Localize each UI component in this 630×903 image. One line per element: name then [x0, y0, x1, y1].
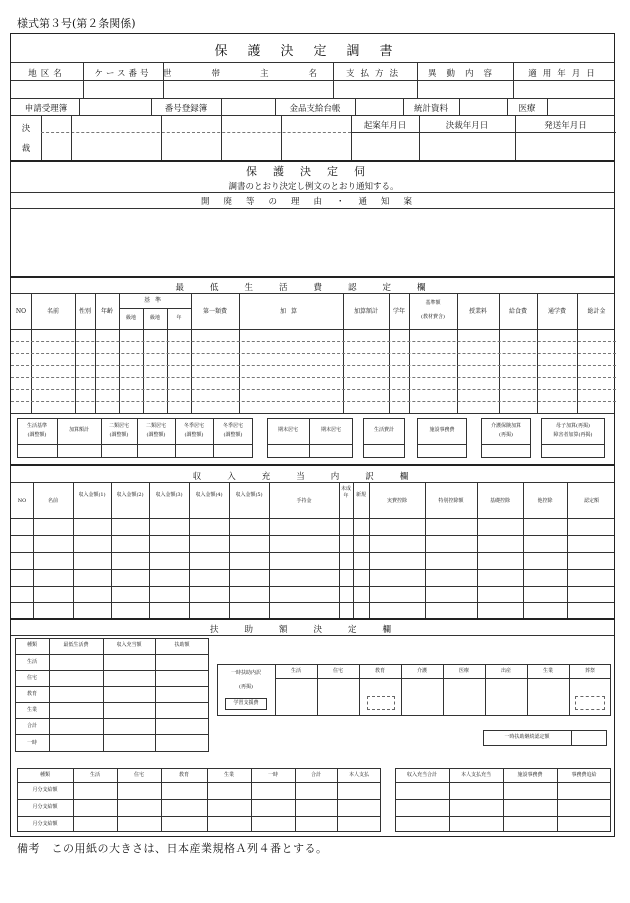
ml-school-year: 学年 [392, 308, 405, 315]
assist-head-type: 種類 [26, 642, 37, 648]
inc-minor: 未成年 [340, 486, 351, 499]
ml-no: NO [15, 308, 27, 315]
inc-income5: 収入金額(5) [235, 492, 263, 498]
approval-label-top: 決 [21, 124, 31, 134]
temp-cat-occupation: 生業 [542, 668, 553, 674]
assist-row-living: 生活 [26, 659, 37, 665]
summary-winter-facility: 冬季居宅 [222, 423, 243, 429]
assist-row-total: 合計 [26, 723, 37, 729]
ml-standard-amount: 基準額 [425, 300, 441, 306]
monthly-right-self-pay: 本人支払充当 [460, 772, 491, 778]
assistance-title: 扶助額決定欄 [209, 625, 417, 635]
decision-notice-text: 調書のとおり決定し例文のとおり通知する。 [228, 182, 399, 192]
monthly-head-self-pay: 本人支払 [348, 772, 369, 778]
reason-title: 開廃等の理由・通知案 [200, 197, 426, 207]
effective-date-label: 適用年月日 [528, 69, 601, 79]
continuation-label: 一時扶助継続認定額 [504, 734, 550, 740]
approval-label-bottom: 裁 [21, 144, 31, 154]
summary-adjusted-1: (調整額) [27, 432, 47, 438]
inc-basic-deduction: 基礎控除 [489, 498, 510, 504]
ml-age: 年齢 [100, 308, 113, 315]
ml-sex: 性別 [78, 308, 91, 315]
inc-income2: 収入金額(2) [116, 492, 144, 498]
medical-label: 医療 [518, 104, 536, 114]
temp-cat-living: 生活 [290, 668, 301, 674]
monthly-row-2: 月分支給額 [32, 804, 58, 810]
monthly-row-3: 月分支給額 [32, 821, 58, 827]
summary-single-parent: 母子加算(再掲) [556, 423, 590, 429]
ml-addition-total: 加算額計 [353, 308, 378, 315]
decision-notice-title: 保護決定伺 [246, 165, 381, 178]
monthly-head-housing: 住宅 [133, 772, 144, 778]
monthly-head-living: 生活 [89, 772, 100, 778]
ml-place: 級地 [149, 315, 160, 321]
inc-name: 名前 [47, 498, 58, 504]
income-title: 収入充当内訳欄 [192, 472, 435, 482]
ml-materials: (教材費含) [421, 314, 445, 320]
district-label: 地区名 [28, 69, 66, 79]
ml-standard: 基準 [143, 297, 166, 304]
temp-funeral-dashed [575, 696, 605, 710]
monthly-right-extra: 事務費追給 [571, 772, 597, 778]
monthly-head-total: 合計 [310, 772, 321, 778]
summary-facility-box [417, 418, 467, 458]
assist-row-temporary: 一時 [26, 740, 37, 746]
footnote: 備考 この用紙の大きさは、日本産業規格Ａ列４番とする。 [17, 842, 328, 855]
assist-row-occupation: 生業 [26, 707, 37, 713]
payment-method-label: 支払方法 [345, 69, 404, 79]
assist-row-education: 教育 [26, 691, 37, 697]
inc-approved: 認定額 [583, 498, 599, 504]
assist-head-amount: 扶助額 [174, 642, 190, 648]
summary-living-total-box [363, 418, 405, 458]
monthly-head-occupation: 生業 [223, 772, 234, 778]
monthly-head-type: 種類 [39, 772, 50, 778]
ml-name: 名前 [46, 308, 59, 315]
change-details-label: 異動内容 [427, 69, 502, 79]
inc-no: NO [17, 498, 27, 504]
ml-tuition: 授業料 [468, 308, 487, 315]
monthly-right-facility: 施設事務費 [517, 772, 543, 778]
ml-commute: 通学費 [547, 308, 566, 315]
summary-reposted: (再掲) [499, 432, 513, 438]
temp-cat-birth: 出産 [500, 668, 511, 674]
summary-yearend-facility: 期末居宅 [320, 427, 341, 433]
number-register-label: 番号登録簿 [164, 104, 208, 114]
monthly-row-1: 月分支給額 [32, 787, 58, 793]
ml-year: 年 [176, 315, 182, 321]
summary-facility-expense: 施設事務費 [429, 427, 455, 433]
summary-addition-total: 加算額計 [68, 427, 89, 433]
temp-cat-education: 教育 [374, 668, 385, 674]
summary-winter-housing: 冬季居宅 [183, 423, 204, 429]
temp-cat-funeral: 葬祭 [584, 668, 595, 674]
summary-adjusted-3: (調整額) [146, 432, 166, 438]
application-register-label: 申請受理簿 [24, 104, 68, 114]
summary-adjusted-5: (調整額) [223, 432, 243, 438]
ml-grade: 級地 [125, 315, 136, 321]
cash-ledger-label: 金品支給台帳 [289, 104, 341, 114]
ml-addition: 加算 [279, 308, 302, 315]
household-head-label: 世帯主名 [163, 69, 358, 79]
inc-income4: 収入金額(4) [195, 492, 223, 498]
summary-adjusted-2: (調整額) [109, 432, 129, 438]
inc-cash-on-hand: 手持金 [296, 498, 312, 504]
assist-head-min: 最低生活費 [63, 642, 89, 648]
monthly-head-temporary: 一時 [267, 772, 278, 778]
form-title: 保護決定調書 [214, 44, 413, 59]
assist-row-housing: 住宅 [26, 675, 37, 681]
temp-school-expense: 学習支援費 [233, 700, 259, 706]
summary-type2-facility: 二類居宅 [145, 423, 166, 429]
summary-care-insurance: 介護保険加算 [490, 423, 521, 429]
monthly-head-education: 教育 [178, 772, 189, 778]
summary-adjusted-4: (調整額) [184, 432, 204, 438]
form-number: 様式第３号(第２条関係) [17, 17, 136, 30]
summary-living-standard: 生活基準 [26, 423, 47, 429]
summary-disability: 障害者加算(再掲) [553, 432, 593, 438]
inc-other-deduction: 他控除 [537, 498, 553, 504]
inc-special-deduction: 特別控除額 [438, 498, 464, 504]
case-number-label: ケース番号 [94, 69, 152, 79]
inc-actual-expense: 実費控除 [386, 498, 407, 504]
summary-type2-housing: 二類居宅 [108, 423, 129, 429]
temp-reposted: (再掲) [239, 684, 253, 690]
inc-new: 新規 [355, 492, 366, 498]
assist-head-income: 収入充当額 [116, 642, 142, 648]
monthly-right-income: 収入充当合計 [406, 772, 437, 778]
sent-date-label: 発送年月日 [544, 121, 587, 131]
temp-label: 一時扶助内訳 [230, 670, 261, 676]
temp-edu-dashed [367, 696, 395, 710]
temp-cat-housing: 住宅 [332, 668, 343, 674]
form-sheet [10, 33, 615, 837]
decision-date-label: 決裁年月日 [445, 121, 489, 131]
summary-yearend-home: 期末居宅 [277, 427, 298, 433]
temp-cat-care: 介護 [416, 668, 427, 674]
draft-date-label: 起案年月日 [363, 121, 407, 131]
summary-group-2 [267, 418, 353, 458]
inc-income1: 収入金額(1) [78, 492, 106, 498]
temp-cat-medical: 医療 [458, 668, 469, 674]
ml-category1: 第一類費 [202, 308, 227, 315]
inc-income3: 収入金額(3) [155, 492, 183, 498]
minimum-living-title: 最低生活費認定欄 [175, 283, 452, 293]
ml-lunch: 給食費 [508, 308, 527, 315]
ml-total: 総計金 [587, 308, 606, 315]
statistics-label: 統計資料 [413, 104, 448, 114]
summary-living-total: 生活費計 [373, 427, 394, 433]
